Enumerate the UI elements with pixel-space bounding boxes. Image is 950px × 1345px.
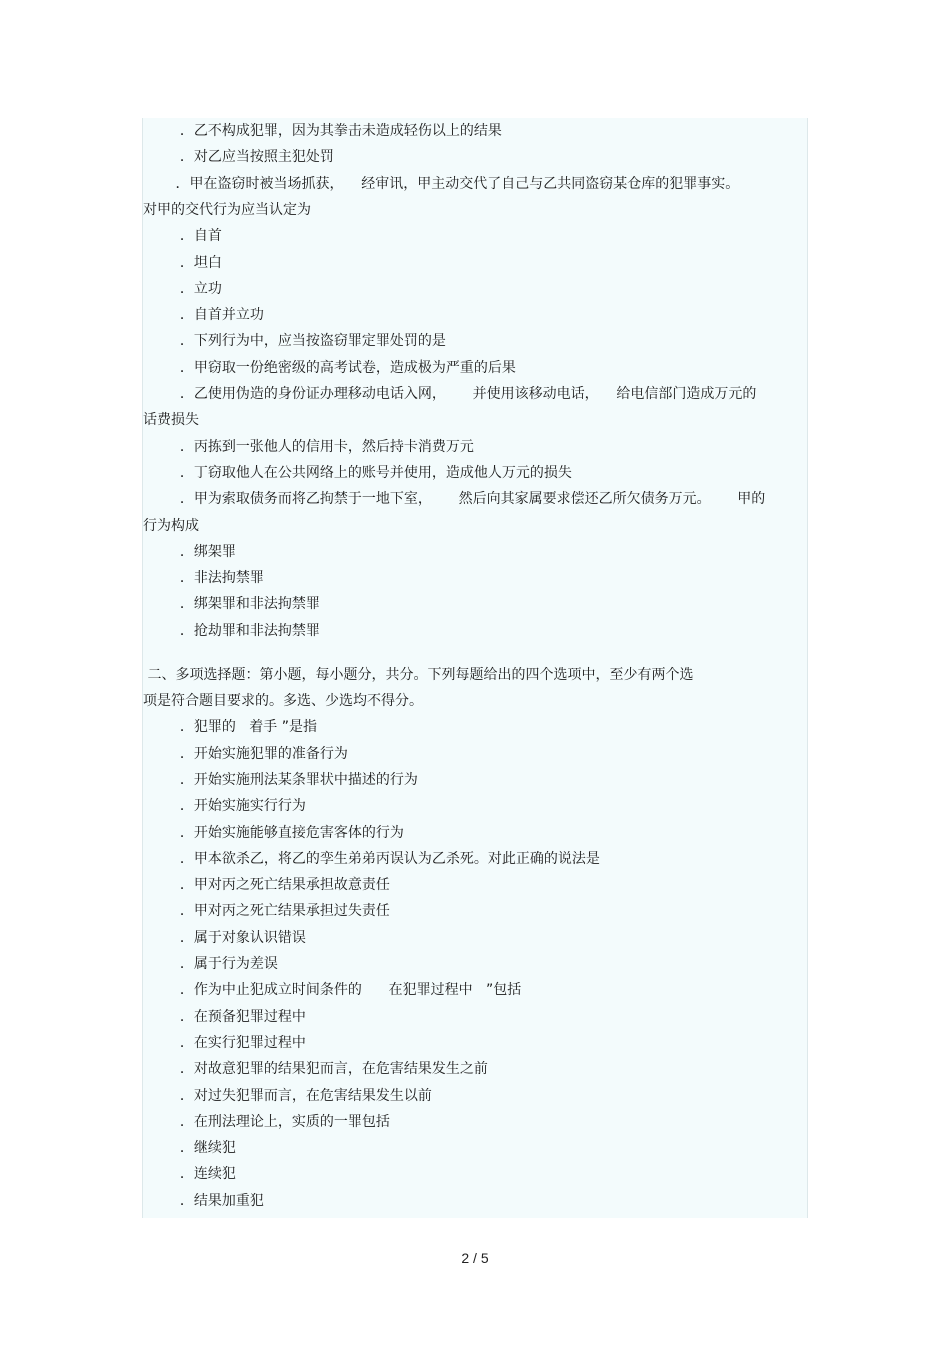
text-line: ．对过失犯罪而言，在危害结果发生以前 [171, 1087, 432, 1104]
text-line: ．开始实施能够直接危害客体的行为 [171, 824, 404, 841]
page-indicator: 2 / 5 [461, 1250, 489, 1266]
text-line: ．绑架罪和非法拘禁罪 [171, 596, 320, 613]
text-line: ．开始实施犯罪的准备行为 [171, 745, 348, 762]
text-line: ．结果加重犯 [171, 1192, 264, 1209]
text-line: ．犯罪的 着手 ”是指 [171, 719, 317, 736]
text-line: ．对乙应当按照主犯处罚 [171, 149, 334, 166]
text-line: ．自首并立功 [171, 307, 264, 324]
text-line: ．在预备犯罪过程中 [171, 1008, 306, 1025]
text-line: ．丙拣到一张他人的信用卡，然后持卡消费万元 [171, 438, 474, 455]
text-line: ．连续犯 [171, 1166, 236, 1183]
text-line: ．甲在盗窃时被当场抓获， 经审讯，甲主动交代了自己与乙共同盗窃某仓库的犯罪事实。 [171, 175, 740, 192]
text-line: 二、多项选择题：第小题，每小题分，共分。下列每题给出的四个选项中，至少有两个选 [143, 666, 694, 683]
text-line: ．甲本欲杀乙，将乙的孪生弟弟丙误认为乙杀死。对此正确的说法是 [171, 850, 600, 867]
text-line: ．属于行为差误 [171, 956, 278, 972]
text-line: ．抢劫罪和非法拘禁罪 [171, 622, 320, 639]
text-line: ．自首 [171, 228, 222, 245]
text-line: ．甲窃取一份绝密级的高考试卷，造成极为严重的后果 [171, 359, 516, 376]
text-line: ．作为中止犯成立时间条件的 在犯罪过程中 ”包括 [171, 982, 522, 999]
text-line: ．属于对象认识错误 [171, 929, 306, 946]
text-line: ．立功 [171, 280, 222, 297]
text-line: ．甲对丙之死亡结果承担故意责任 [171, 877, 390, 894]
text-line: ．甲对丙之死亡结果承担过失责任 [171, 903, 390, 920]
text-line: ．绑架罪 [171, 543, 236, 560]
text-line: 话费损失 [143, 412, 199, 429]
text-line: ．丁窃取他人在公共网络上的账号并使用，造成他人万元的损失 [171, 464, 572, 481]
text-line: ．开始实施刑法某条罪状中描述的行为 [171, 771, 418, 788]
text-line: ．开始实施实行行为 [171, 798, 306, 815]
text-line: 行为构成 [143, 517, 199, 534]
text-line: ．坦白 [171, 254, 222, 271]
text-line: ．下列行为中，应当按盗窃罪定罪处罚的是 [171, 333, 446, 350]
text-line: ．乙使用伪造的身份证办理移动电话入网， 并使用该移动电话， 给电信部门造成万元的 [171, 386, 757, 402]
text-line: 项是符合题目要求的。多选、少选均不得分。 [143, 693, 423, 709]
text-line: ．对故意犯罪的结果犯而言，在危害结果发生之前 [171, 1061, 488, 1078]
text-line: ．继续犯 [171, 1140, 236, 1157]
text-line: ．在实行犯罪过程中 [171, 1034, 306, 1051]
text-line: ．非法拘禁罪 [171, 570, 264, 587]
document-page-content [142, 118, 808, 1218]
text-line: ．乙不构成犯罪，因为其拳击未造成轻伤以上的结果 [171, 123, 502, 139]
text-line: 对甲的交代行为应当认定为 [143, 201, 311, 218]
text-line: ．甲为索取债务而将乙拘禁于一地下室， 然后向其家属要求偿还乙所欠债务万元。 甲的 [171, 491, 766, 508]
text-line: ．在刑法理论上，实质的一罪包括 [171, 1113, 390, 1130]
